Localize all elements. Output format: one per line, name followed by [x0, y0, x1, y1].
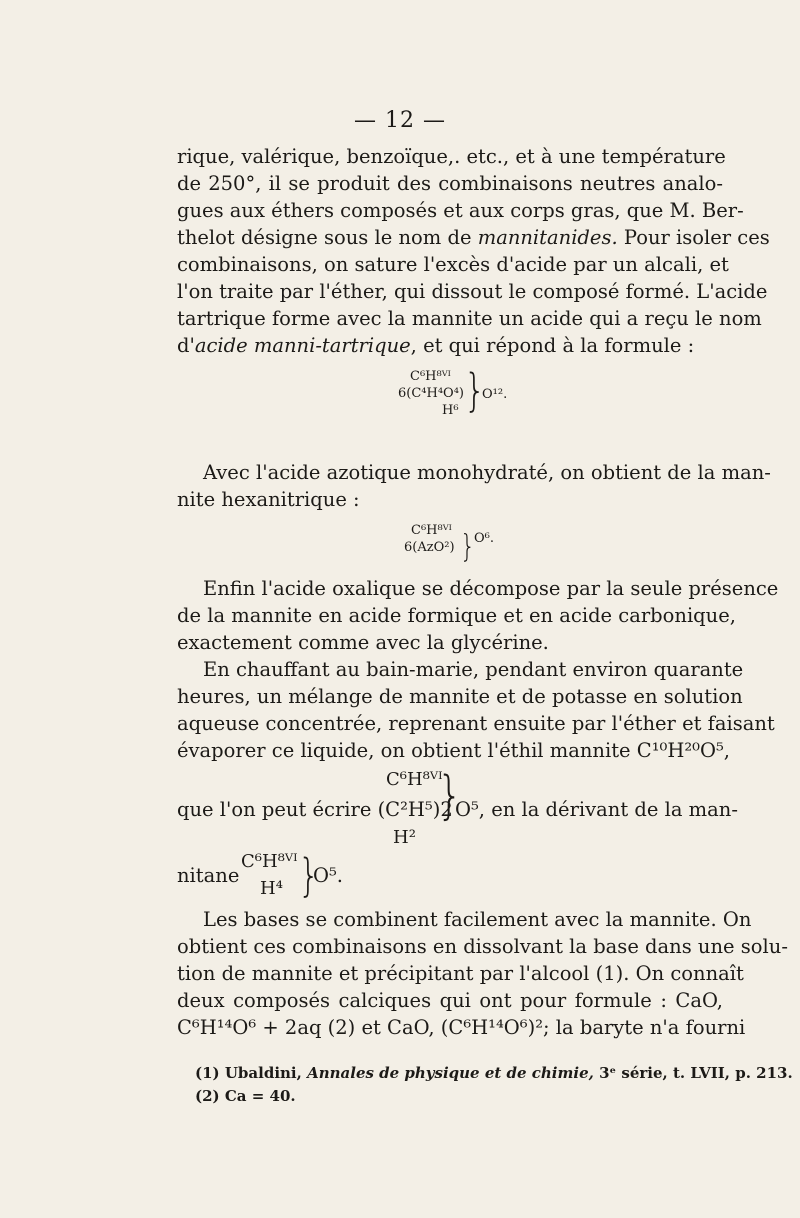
- text-line: combinaisons, on sature l'excès d'acide par un alcali, et: [177, 253, 729, 276]
- text-line: aqueuse concentrée, reprenant ensuite par l'éther et faisant: [177, 712, 775, 735]
- text-segment: que l'on peut écrire (C²H⁵)2: [177, 798, 453, 821]
- text-line: gues aux éthers composés et aux corps gras, que M. Ber-: [177, 199, 744, 222]
- text-segment: 3ᵉ série, t. LVII, p. 213.: [593, 1064, 793, 1082]
- formula-row: H²: [393, 827, 416, 848]
- formula-row: C⁶H⁸ⱽᴵ: [410, 369, 451, 384]
- text-line: Enfin l'acide oxalique se décompose par la seule présence: [203, 577, 779, 600]
- formula-row: C⁶H⁸ⱽᴵ: [411, 523, 452, 538]
- formula-right: O¹².: [482, 387, 508, 402]
- formula-row: H⁴: [260, 878, 283, 899]
- text-line: deux composés calciques qui ont pour formule : CaO,: [177, 989, 723, 1012]
- italic-term: acide manni-tartrique: [194, 334, 411, 357]
- formula-right: O⁶.: [474, 531, 495, 546]
- text-segment: Pour isoler ces: [617, 226, 770, 249]
- formula-row: C⁶H⁸ⱽᴵ: [241, 851, 298, 872]
- formula-right: O⁵.: [313, 864, 344, 887]
- brace-symbol: }: [464, 365, 486, 417]
- formula-row: C⁶H⁸ⱽᴵ: [386, 769, 443, 790]
- brace-symbol: }: [437, 766, 463, 826]
- text-line: [177, 333, 723, 359]
- text-line: tion de mannite et précipitant par l'alcool (1). On connaît: [177, 962, 744, 985]
- text-segment: thelot désigne sous le nom de: [177, 226, 478, 249]
- text-line: de la mannite en acide formique et en acide carbonique,: [177, 604, 736, 627]
- text-line: exactement comme avec la glycérine.: [177, 631, 549, 654]
- italic-term: Annales de physique et de chimie,: [307, 1064, 594, 1082]
- text-line: heures, un mélange de mannite et de potasse en solution: [177, 685, 743, 708]
- text-line: En chauffant au bain-marie, pendant environ quarante: [203, 658, 744, 681]
- text-line: de 250°, il se produit des combinaisons neutres analo-: [177, 172, 723, 195]
- text-segment: , et qui répond à la formule :: [410, 334, 695, 357]
- text-line: rique, valérique, benzoïque,. etc., et à une température: [177, 145, 726, 168]
- text-line: [177, 225, 770, 251]
- brace-symbol: }: [298, 850, 320, 902]
- formula-row: H⁶: [442, 403, 459, 418]
- brace-symbol: }: [460, 527, 476, 565]
- text-segment: d': [177, 334, 195, 357]
- formula-row: 6(C⁴H⁴O⁴): [398, 386, 464, 401]
- italic-term: mannitanides.: [477, 226, 618, 249]
- text-line: évaporer ce liquide, on obtient l'éthil mannite C¹⁰H²⁰O⁵,: [177, 739, 730, 762]
- text-line: nite hexanitrique :: [177, 488, 360, 511]
- text-line: obtient ces combinaisons en dissolvant la base dans une solu-: [177, 935, 788, 958]
- footnote-1: [195, 1064, 793, 1082]
- text-line: Avec l'acide azotique monohydraté, on obtient de la man-: [203, 461, 771, 484]
- text-segment: nitane: [177, 864, 240, 887]
- text-line: C⁶H¹⁴O⁶ + 2aq (2) et CaO, (C⁶H¹⁴O⁶)²; la baryte n'a fourni: [177, 1016, 746, 1039]
- page-number: — 12 —: [354, 108, 446, 133]
- text-line: l'on traite par l'éther, qui dissout le composé formé. L'acide: [177, 280, 768, 303]
- text-segment: O⁵, en la dérivant de la man-: [455, 798, 738, 821]
- footnote-2: (2) Ca = 40.: [195, 1087, 296, 1105]
- text-line: Les bases se combinent facilement avec la mannite. On: [203, 908, 752, 931]
- formula-row: 6(AzO²): [404, 540, 455, 555]
- text-line: tartrique forme avec la mannite un acide qui a reçu le nom: [177, 307, 762, 330]
- text-segment: (1) Ubaldini,: [195, 1064, 308, 1082]
